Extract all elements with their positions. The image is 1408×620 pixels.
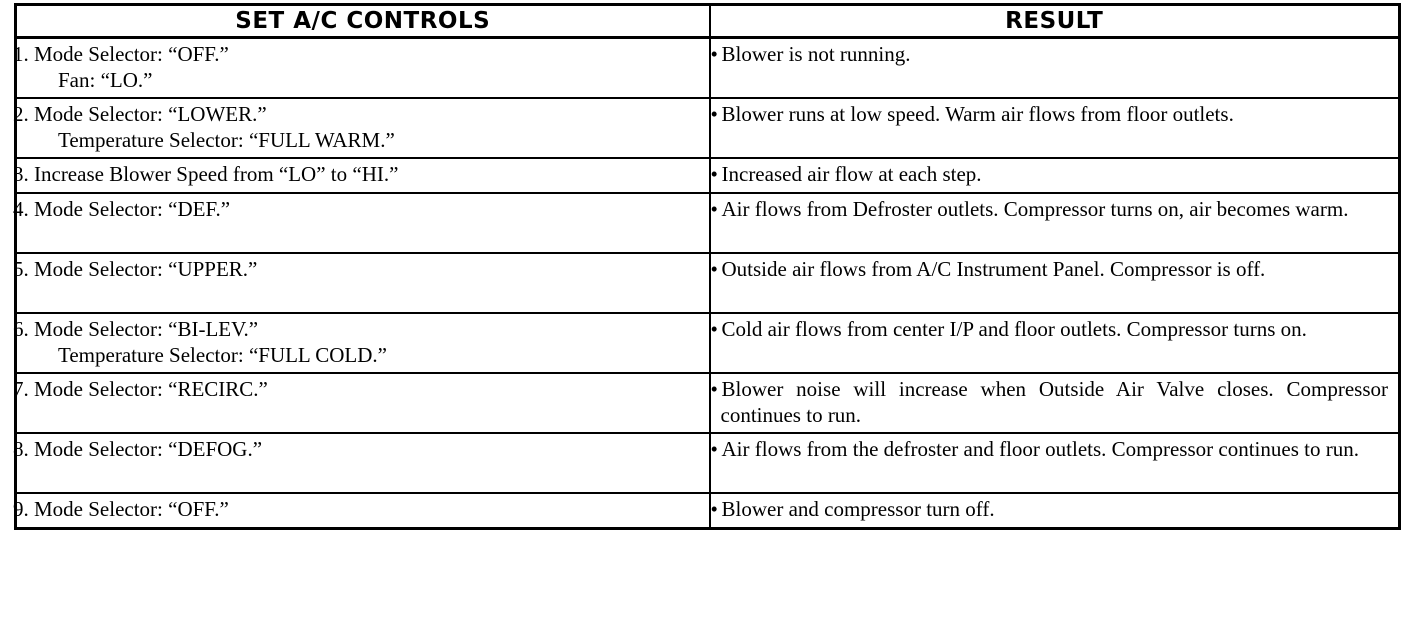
control-line: Fan: “LO.” bbox=[58, 68, 153, 92]
bullet-icon: • bbox=[710, 437, 718, 461]
header-set-ac-controls: SET A/C CONTROLS bbox=[16, 5, 710, 38]
control-line: 1. Mode Selector: “OFF.” bbox=[13, 42, 229, 66]
control-line: 3. Increase Blower Speed from “LO” to “HI.” bbox=[13, 162, 399, 186]
result-cell bbox=[710, 373, 1400, 433]
table-row bbox=[16, 313, 1400, 373]
bullet-icon: • bbox=[710, 102, 718, 126]
header-result: RESULT bbox=[710, 5, 1400, 38]
control-line: 5. Mode Selector: “UPPER.” bbox=[13, 257, 258, 281]
result-cell bbox=[710, 98, 1400, 158]
control-line: Temperature Selector: “FULL COLD.” bbox=[58, 343, 387, 367]
bullet-icon: • bbox=[710, 162, 718, 186]
table-row bbox=[16, 493, 1400, 529]
bullet-icon: • bbox=[710, 257, 718, 281]
control-line: 6. Mode Selector: “BI-LEV.” bbox=[13, 317, 259, 341]
control-line: 9. Mode Selector: “OFF.” bbox=[13, 497, 229, 521]
table-row bbox=[16, 98, 1400, 158]
result-text: Blower and compressor turn off. bbox=[721, 497, 995, 521]
control-cell bbox=[13, 193, 710, 253]
bullet-icon: • bbox=[710, 197, 718, 221]
table-row bbox=[16, 193, 1400, 253]
result-text: Air flows from the defroster and floor outlets. Compressor continues to run. bbox=[721, 437, 1359, 461]
result-text: Air flows from Defroster outlets. Compressor turns on, air becomes warm. bbox=[721, 197, 1349, 221]
result-cell bbox=[710, 313, 1400, 373]
table-row bbox=[16, 253, 1400, 313]
result-cell bbox=[710, 158, 1400, 193]
header-row bbox=[16, 5, 1400, 38]
control-line: Temperature Selector: “FULL WARM.” bbox=[58, 128, 395, 152]
bullet-icon: • bbox=[710, 377, 718, 401]
result-text: Blower noise will increase when Outside Air Valve closes. Compressor continues to run. bbox=[720, 377, 1388, 427]
control-cell bbox=[13, 253, 710, 313]
control-cell bbox=[13, 313, 710, 373]
result-cell bbox=[710, 433, 1400, 493]
result-cell bbox=[710, 253, 1400, 313]
control-cell bbox=[13, 38, 710, 99]
bullet-icon: • bbox=[710, 497, 718, 521]
control-cell bbox=[13, 98, 710, 158]
table-row bbox=[16, 38, 1400, 99]
control-cell bbox=[13, 373, 710, 433]
control-line: 4. Mode Selector: “DEF.” bbox=[13, 197, 231, 221]
control-cell bbox=[13, 158, 710, 193]
control-line: 7. Mode Selector: “RECIRC.” bbox=[13, 377, 268, 401]
control-line: 8. Mode Selector: “DEFOG.” bbox=[13, 437, 263, 461]
control-cell bbox=[13, 493, 710, 529]
bullet-icon: • bbox=[710, 317, 718, 341]
ac-controls-table bbox=[14, 3, 1401, 530]
result-text: Blower runs at low speed. Warm air flows from floor outlets. bbox=[721, 102, 1234, 126]
result-text: Increased air flow at each step. bbox=[721, 162, 982, 186]
control-cell bbox=[13, 433, 710, 493]
table-row bbox=[16, 373, 1400, 433]
result-cell bbox=[710, 493, 1400, 529]
result-text: Outside air flows from A/C Instrument Panel. Compressor is off. bbox=[721, 257, 1266, 281]
result-text: Blower is not running. bbox=[721, 42, 911, 66]
ac-controls-table-wrap bbox=[14, 3, 1398, 530]
table-row bbox=[16, 433, 1400, 493]
table-row bbox=[16, 158, 1400, 193]
control-line: 2. Mode Selector: “LOWER.” bbox=[13, 102, 267, 126]
bullet-icon: • bbox=[710, 42, 718, 66]
result-text: Cold air flows from center I/P and floor outlets. Compressor turns on. bbox=[721, 317, 1307, 341]
result-cell bbox=[710, 193, 1400, 253]
result-cell bbox=[710, 38, 1400, 99]
